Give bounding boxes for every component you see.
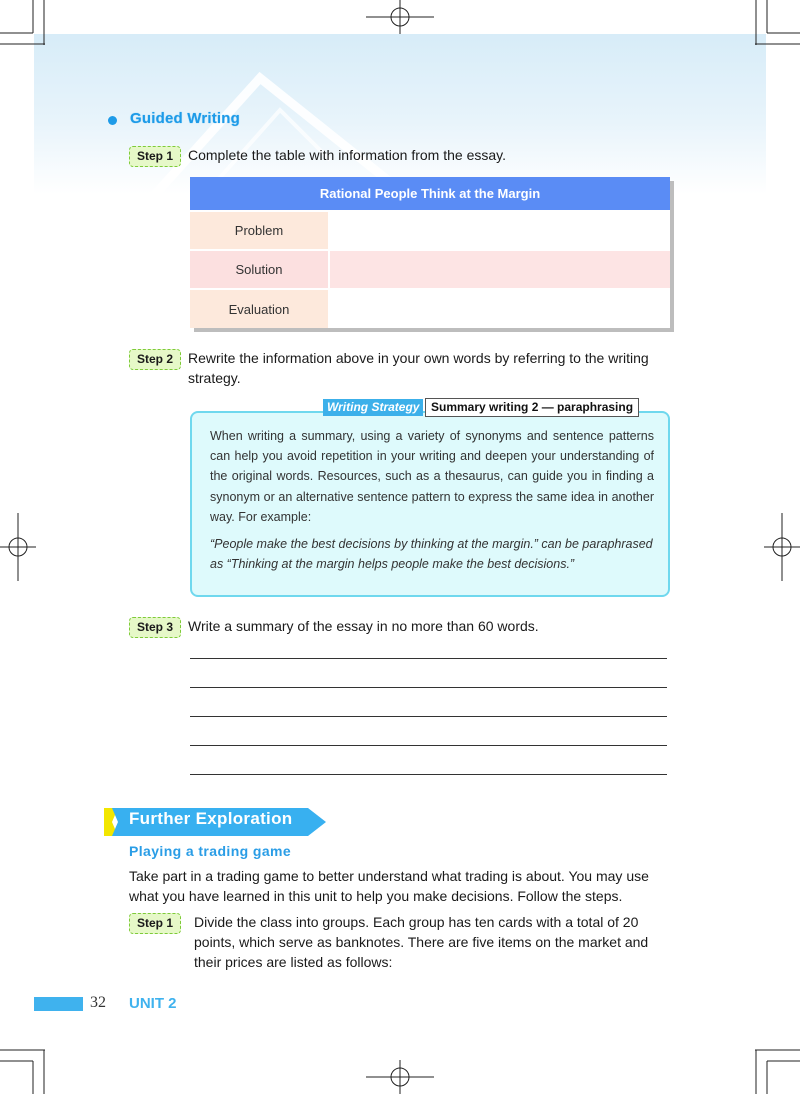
page-number: 32 (90, 994, 106, 1011)
step1-badge: Step 1 (129, 146, 181, 167)
row-label-problem: Problem (190, 211, 329, 250)
step3-badge: Step 3 (129, 617, 181, 638)
further-exploration-intro: Take part in a trading game to better understand what trading is about. You may use what you have learned in this unit to help you make decisions. Follow the steps. (129, 868, 649, 904)
step1-text: Complete the table with information from the essay. (188, 147, 507, 163)
further-exploration-title: Further Exploration (129, 809, 293, 828)
answer-line[interactable] (190, 716, 667, 717)
answer-line[interactable] (190, 687, 667, 688)
further-exploration-subtitle: Playing a trading game (129, 843, 292, 859)
writing-strategy-example: “People make the best decisions by thinking at the margin.” can be paraphrased as “Thinking at the margin helps people make the best decisions.” (210, 537, 653, 572)
table-header-row (190, 177, 670, 211)
row-label-evaluation: Evaluation (190, 289, 329, 328)
step2-badge: Step 2 (129, 349, 181, 370)
writing-strategy-tag: Writing Strategy (323, 399, 423, 416)
unit-label: UNIT 2 (129, 995, 177, 1012)
table-row (190, 211, 670, 250)
table-row (190, 250, 670, 289)
bullet-dot-icon (108, 116, 117, 125)
answer-cell-problem[interactable] (329, 211, 670, 250)
table-row (190, 289, 670, 328)
table-title: Rational People Think at the Margin (319, 186, 541, 201)
row-label-solution: Solution (190, 250, 329, 289)
margin-table (190, 177, 670, 328)
writing-strategy-title: Summary writing 2 — paraphrasing (425, 398, 639, 417)
answer-line[interactable] (190, 658, 667, 659)
writing-strategy-body: When writing a summary, using a variety of synonyms and sentence patterns can help you avoid repetition in your writing and deepen your understanding of the original words. Resources, such as a thesaurus, can guide you in finding a synonym or an alternative sentence pattern to express the same idea in another way. For example: (210, 429, 654, 524)
section-title: Guided Writing (130, 110, 241, 127)
further-step1-text: Divide the class into groups. Each group has ten cards with a total of 20 points, which serve as banknotes. There are five items on the market and their prices are listed as follows: (194, 914, 649, 970)
answer-line[interactable] (190, 774, 667, 775)
answer-line[interactable] (190, 745, 667, 746)
answer-cell-solution[interactable] (329, 250, 670, 289)
step2-text: Rewrite the information above in your own words by referring to the writing strategy. (188, 350, 649, 386)
answer-cell-evaluation[interactable] (329, 289, 670, 328)
further-step1-badge: Step 1 (129, 913, 181, 934)
step3-text: Write a summary of the essay in no more than 60 words. (188, 618, 539, 634)
footer-bar (34, 997, 83, 1011)
